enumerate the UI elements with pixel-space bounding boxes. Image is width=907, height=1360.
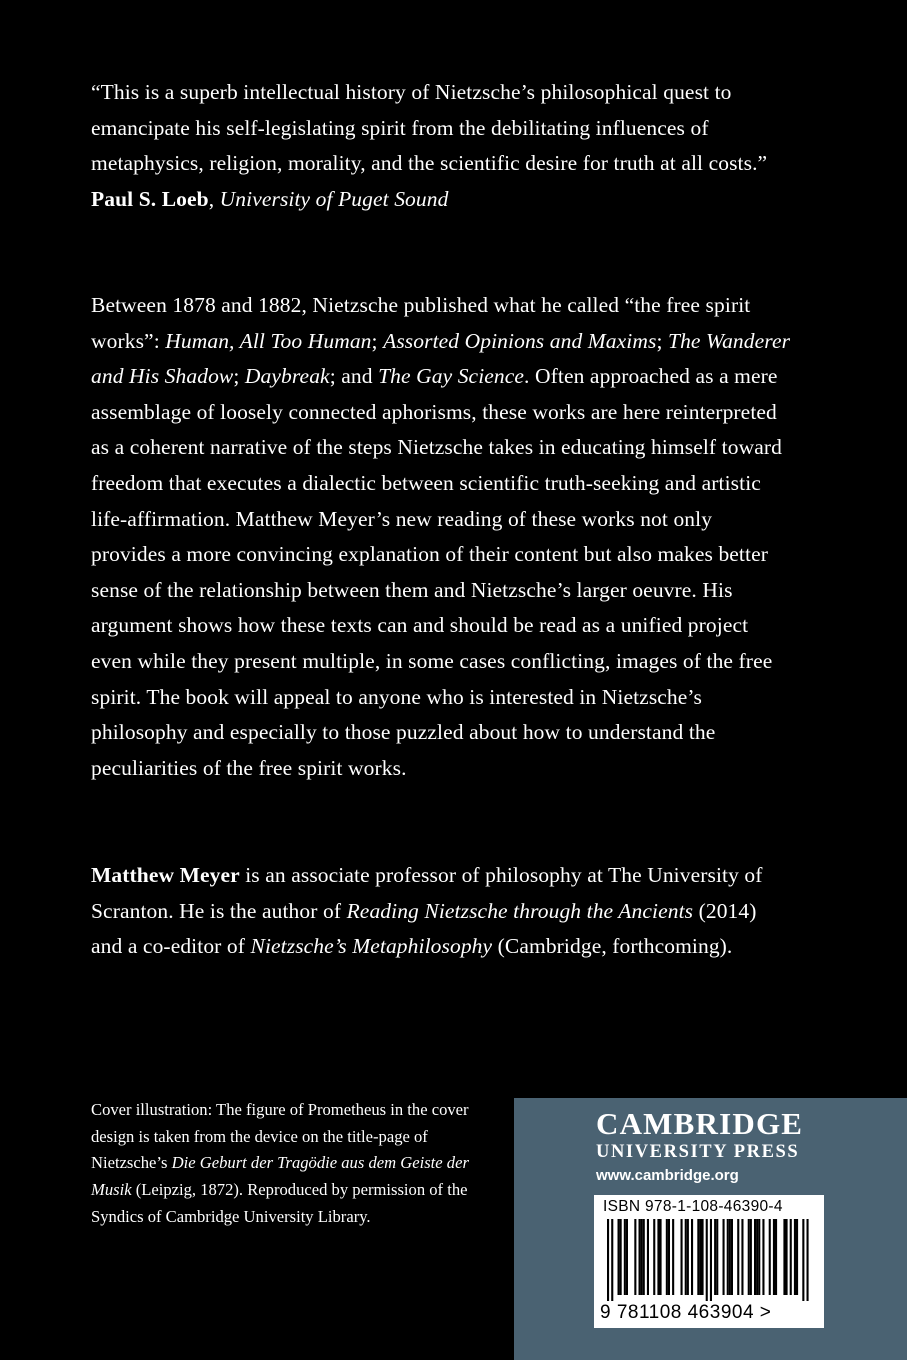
barcode-bar bbox=[754, 1219, 756, 1295]
barcode-bar bbox=[641, 1219, 643, 1295]
barcode-bar bbox=[758, 1219, 760, 1295]
barcode-bar bbox=[611, 1219, 613, 1301]
barcode-bar bbox=[697, 1219, 699, 1295]
barcode-bar bbox=[647, 1219, 649, 1295]
desc-sep-2: ; bbox=[656, 328, 669, 353]
endorsement-quote-block bbox=[91, 75, 791, 217]
isbn-label: ISBN 978-1-108-46390-4 bbox=[603, 1198, 783, 1215]
barcode-bar bbox=[769, 1219, 771, 1295]
desc-sep-1: ; bbox=[371, 328, 384, 353]
author-bio bbox=[91, 858, 791, 965]
barcode-bar bbox=[729, 1219, 731, 1295]
barcode-bar bbox=[666, 1219, 668, 1295]
barcode-bar bbox=[807, 1219, 809, 1301]
endorsement-affiliation: University of Puget Sound bbox=[219, 186, 449, 211]
barcode-bar bbox=[672, 1219, 674, 1295]
barcode-bar bbox=[626, 1219, 628, 1295]
barcode-bar bbox=[653, 1219, 655, 1295]
cover-credit bbox=[91, 1097, 491, 1231]
barcode-bar bbox=[702, 1219, 704, 1295]
barcode-bar bbox=[618, 1219, 620, 1295]
barcode-bar bbox=[710, 1219, 712, 1301]
publisher-panel bbox=[514, 1098, 907, 1360]
barcode-bar bbox=[657, 1219, 659, 1295]
endorsement-quote: “This is a superb intellectual history of Nietzsche’s philosophical quest to emancipate his self-legislating spirit from the debilitating influences of metaphysics, religion, morality, and the scientific desire for truth at all costs.” bbox=[91, 80, 768, 176]
barcode-bar bbox=[796, 1219, 798, 1295]
barcode-bar bbox=[668, 1219, 670, 1295]
barcode-bar bbox=[643, 1219, 645, 1295]
barcode-icon bbox=[603, 1219, 815, 1301]
ean-digits: 9 781108 463904 > bbox=[600, 1302, 772, 1323]
bio-text-3: (Cambridge, forthcoming). bbox=[492, 934, 733, 959]
credit-text-2: (Leipzig, 1872). Reproduced by permission of the Syndics of Cambridge University Library. bbox=[91, 1180, 468, 1226]
barcode-bar bbox=[786, 1219, 788, 1295]
barcode-box bbox=[594, 1195, 824, 1328]
barcode-bar bbox=[687, 1219, 689, 1295]
barcode-bar bbox=[691, 1219, 693, 1295]
barcode-bar bbox=[794, 1219, 796, 1295]
barcode-bar bbox=[681, 1219, 683, 1295]
barcode-bar bbox=[607, 1219, 609, 1301]
barcode-bar bbox=[716, 1219, 718, 1295]
book-description bbox=[91, 288, 791, 786]
credit-work-title: Die Geburt der Tragödie aus dem Geiste der Musik bbox=[91, 1153, 469, 1200]
barcode-bar bbox=[727, 1219, 729, 1295]
barcode-bar bbox=[699, 1219, 701, 1295]
desc-text-2: . Often approached as a mere assemblage of loosely connected aphorisms, these works are here reinterpreted as a coherent narrative of the steps Nietzsche takes in educating himself toward freedom that executes a dialectic between scientific truth-seeking and artistic life-affirmation. Matthew Meyer’s new reading of these works not only provides a more convincing explanation of their content but also makes better sense of the relationship between them and Nietzsche’s larger oeuvre. His argument shows how these texts can and should be read as a unified project even while they present multiple, in some cases conflicting, images of the free spirit. The book will appeal to anyone who is interested in Nietzsche’s philosophy and especially to those puzzled about how to understand the peculiarities of the free spirit works. bbox=[91, 364, 782, 780]
bio-book-2: Nietzsche’s Metaphilosophy bbox=[250, 934, 493, 959]
barcode-bar bbox=[773, 1219, 775, 1295]
barcode-bar bbox=[750, 1219, 752, 1295]
barcode-bar bbox=[756, 1219, 758, 1295]
barcode-bar bbox=[741, 1219, 743, 1295]
endorsement-attribution: Paul S. Loeb, University of Puget Sound bbox=[91, 186, 449, 211]
desc-sep-3: ; bbox=[233, 364, 245, 389]
barcode-bar bbox=[762, 1219, 764, 1295]
work-title-human: Human, All Too Human bbox=[165, 328, 372, 353]
barcode-bar bbox=[775, 1219, 777, 1295]
work-title-daybreak: Daybreak bbox=[244, 364, 330, 389]
credit-text-1: Cover illustration: The figure of Prometheus in the cover design is taken from the device on the title-page of Nietzsche’s bbox=[91, 1100, 469, 1173]
work-title-opinions: Assorted Opinions and Maxims bbox=[383, 328, 657, 353]
bio-author-name: Matthew Meyer bbox=[91, 863, 240, 887]
barcode-bar bbox=[639, 1219, 641, 1295]
barcode-bar bbox=[790, 1219, 792, 1295]
bio-book-1: Reading Nietzsche through the Ancients bbox=[346, 898, 694, 923]
barcode-bar bbox=[731, 1219, 733, 1295]
barcode-bar bbox=[624, 1219, 626, 1295]
barcode-bar bbox=[685, 1219, 687, 1295]
barcode-bar bbox=[706, 1219, 708, 1301]
desc-sep-4: ; and bbox=[329, 364, 379, 389]
bio-text-1: is an associate professor of philosophy at The University of Scranton. He is the author of bbox=[91, 863, 763, 923]
barcode-bar bbox=[802, 1219, 804, 1301]
publisher-name: CAMBRIDGE bbox=[596, 1106, 804, 1141]
work-title-wanderer: The Wanderer and His Shadow bbox=[91, 328, 791, 389]
barcode-bar bbox=[620, 1219, 622, 1295]
barcode-bar bbox=[783, 1219, 785, 1295]
desc-text-1: Between 1878 and 1882, Nietzsche published what he called “the free spirit works”: bbox=[91, 293, 751, 353]
bio-text-2: (2014) and a co-editor of bbox=[91, 898, 757, 959]
publisher-press: UNIVERSITY PRESS bbox=[596, 1142, 800, 1162]
barcode-bar bbox=[714, 1219, 716, 1295]
barcode-bar bbox=[634, 1219, 636, 1295]
work-title-gay-science: The Gay Science bbox=[378, 364, 525, 389]
barcode-bar bbox=[723, 1219, 725, 1295]
barcode-bar bbox=[748, 1219, 750, 1295]
barcode-bar bbox=[737, 1219, 739, 1295]
publisher-url: www.cambridge.org bbox=[596, 1167, 739, 1184]
barcode-bar bbox=[660, 1219, 662, 1295]
endorsement-author: Paul S. Loeb bbox=[91, 186, 209, 211]
